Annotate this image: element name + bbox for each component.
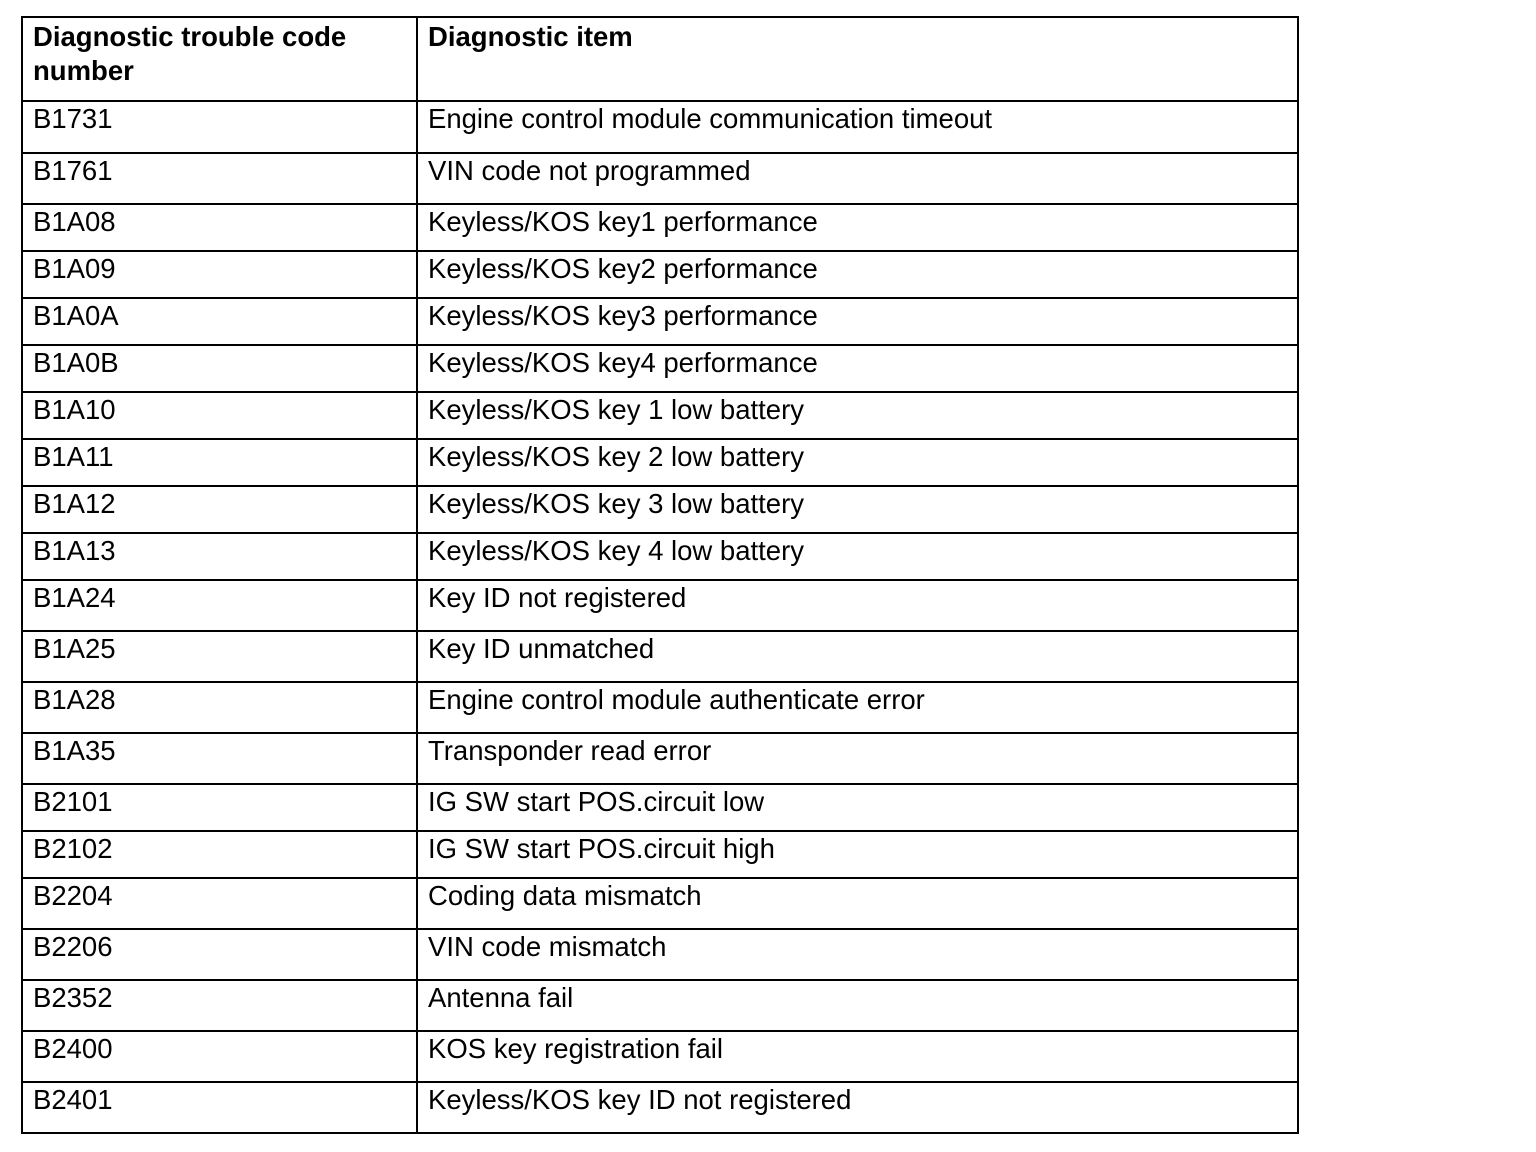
diagnostic-item-cell: Key ID unmatched: [417, 631, 1298, 682]
diagnostic-item-cell: IG SW start POS.circuit low: [417, 784, 1298, 831]
dtc-code-cell: B2206: [22, 929, 417, 980]
diagnostic-item-cell: Keyless/KOS key 3 low battery: [417, 486, 1298, 533]
diagnostic-item-cell: Transponder read error: [417, 733, 1298, 784]
diagnostic-item-cell: Key ID not registered: [417, 580, 1298, 631]
table-row: [22, 153, 1298, 204]
diagnostic-item-cell: Antenna fail: [417, 980, 1298, 1031]
table-row: [22, 101, 1298, 153]
dtc-code-cell: B1A10: [22, 392, 417, 439]
table-row: [22, 251, 1298, 298]
table-row: [22, 733, 1298, 784]
dtc-code-cell: B1A28: [22, 682, 417, 733]
dtc-code-cell: B2204: [22, 878, 417, 929]
table-row: [22, 204, 1298, 251]
diagnostic-item-cell: Keyless/KOS key1 performance: [417, 204, 1298, 251]
diagnostic-item-cell: Engine control module communication timeout: [417, 101, 1298, 153]
dtc-code-cell: B1761: [22, 153, 417, 204]
dtc-code-cell: B1A11: [22, 439, 417, 486]
header-code-number: Diagnostic trouble code number: [22, 17, 417, 101]
dtc-code-cell: B1A13: [22, 533, 417, 580]
diagnostic-item-cell: VIN code mismatch: [417, 929, 1298, 980]
dtc-code-cell: B2400: [22, 1031, 417, 1082]
dtc-table: [21, 16, 1299, 1134]
table-row: [22, 682, 1298, 733]
table-row: [22, 439, 1298, 486]
table-row: [22, 1031, 1298, 1082]
dtc-code-cell: B1A24: [22, 580, 417, 631]
table-body: [22, 101, 1298, 1133]
table-row: [22, 533, 1298, 580]
table-row: [22, 929, 1298, 980]
dtc-code-cell: B1A35: [22, 733, 417, 784]
diagnostic-item-cell: VIN code not programmed: [417, 153, 1298, 204]
diagnostic-item-cell: Keyless/KOS key 1 low battery: [417, 392, 1298, 439]
dtc-code-cell: B1731: [22, 101, 417, 153]
dtc-code-cell: B1A0B: [22, 345, 417, 392]
table-row: [22, 631, 1298, 682]
table-row: [22, 878, 1298, 929]
table-row: [22, 486, 1298, 533]
diagnostic-item-cell: Keyless/KOS key3 performance: [417, 298, 1298, 345]
dtc-code-cell: B1A09: [22, 251, 417, 298]
table-header-row: [22, 17, 1298, 101]
table-row: [22, 784, 1298, 831]
table-row: [22, 298, 1298, 345]
diagnostic-item-cell: Coding data mismatch: [417, 878, 1298, 929]
diagnostic-item-cell: Keyless/KOS key2 performance: [417, 251, 1298, 298]
diagnostic-item-cell: IG SW start POS.circuit high: [417, 831, 1298, 878]
table-row: [22, 580, 1298, 631]
dtc-code-cell: B2401: [22, 1082, 417, 1133]
dtc-code-cell: B1A12: [22, 486, 417, 533]
diagnostic-item-cell: Engine control module authenticate error: [417, 682, 1298, 733]
table-row: [22, 345, 1298, 392]
diagnostic-item-cell: KOS key registration fail: [417, 1031, 1298, 1082]
table-row: [22, 831, 1298, 878]
header-diagnostic-item: Diagnostic item: [417, 17, 1298, 101]
dtc-code-cell: B1A25: [22, 631, 417, 682]
table-row: [22, 392, 1298, 439]
dtc-code-cell: B2101: [22, 784, 417, 831]
table-row: [22, 980, 1298, 1031]
diagnostic-item-cell: Keyless/KOS key 2 low battery: [417, 439, 1298, 486]
diagnostic-item-cell: Keyless/KOS key4 performance: [417, 345, 1298, 392]
diagnostic-item-cell: Keyless/KOS key ID not registered: [417, 1082, 1298, 1133]
dtc-code-cell: B1A08: [22, 204, 417, 251]
dtc-code-cell: B2102: [22, 831, 417, 878]
diagnostic-item-cell: Keyless/KOS key 4 low battery: [417, 533, 1298, 580]
table-row: [22, 1082, 1298, 1133]
dtc-code-cell: B1A0A: [22, 298, 417, 345]
dtc-code-cell: B2352: [22, 980, 417, 1031]
